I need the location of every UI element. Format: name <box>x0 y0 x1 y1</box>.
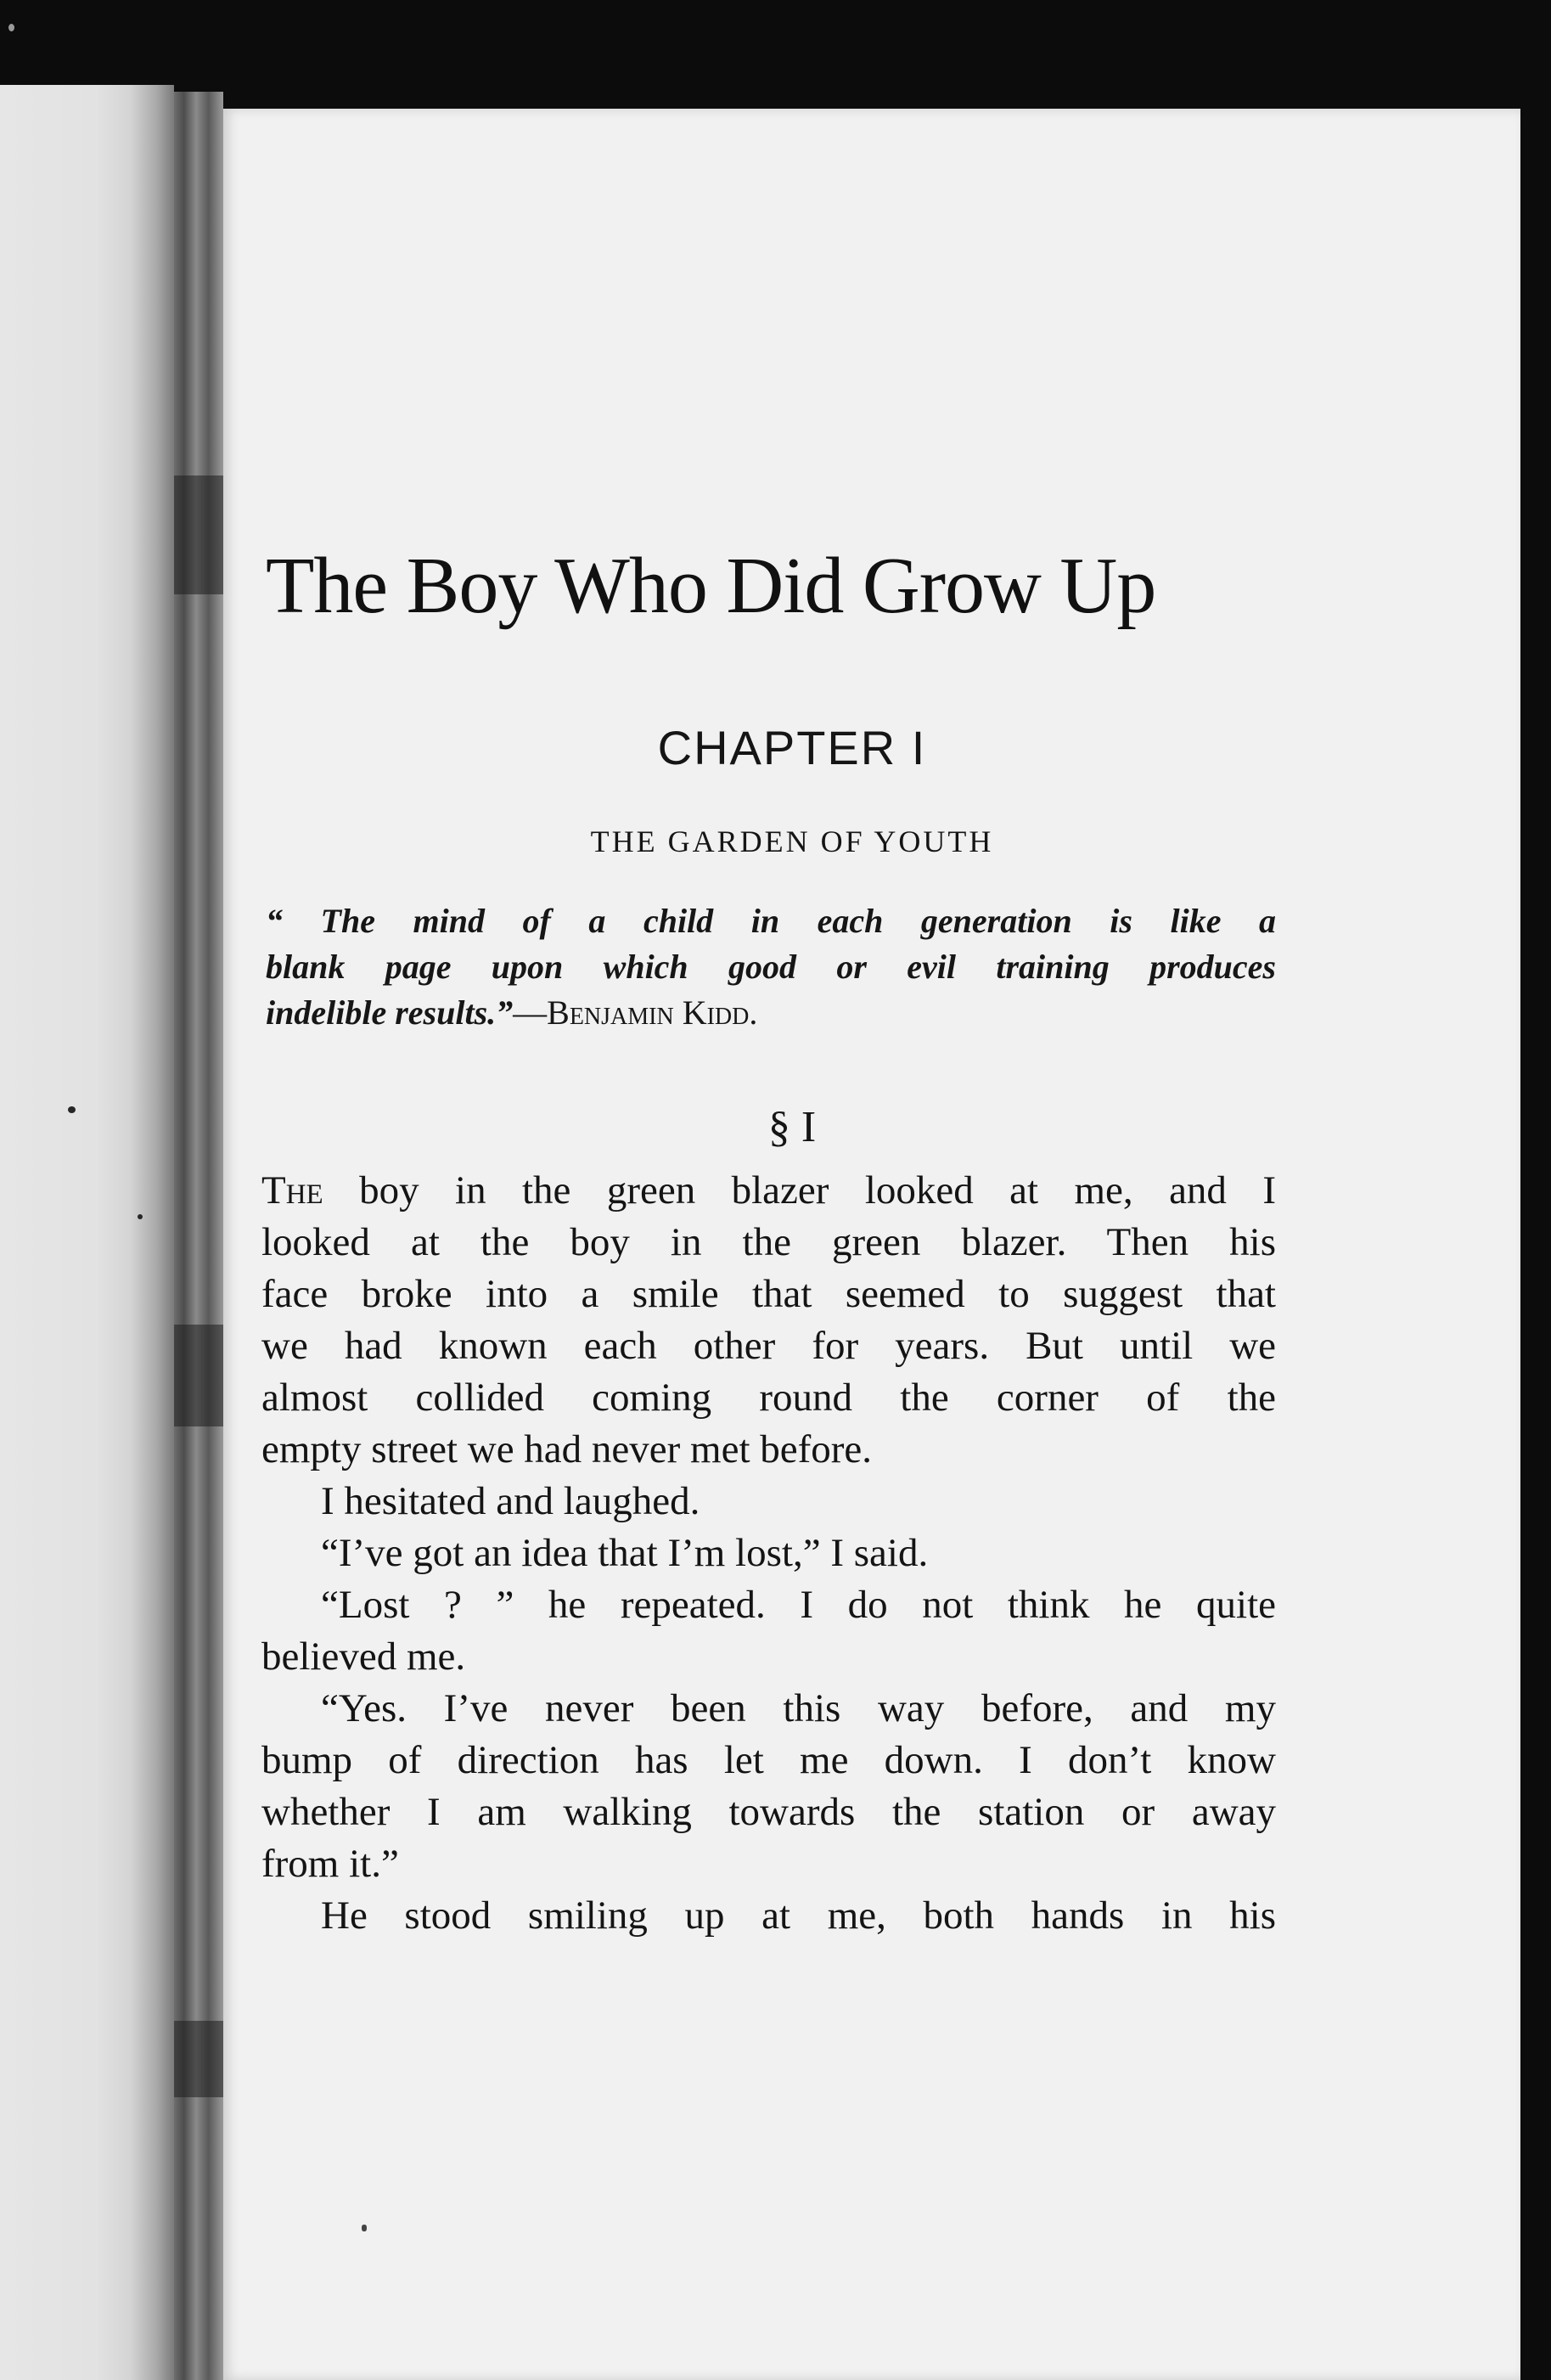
scan-speck <box>138 1214 143 1219</box>
body-text <box>261 1165 1276 1942</box>
paragraph <box>261 1528 1276 1579</box>
chapter-heading: CHAPTER I <box>657 721 927 774</box>
text-line: “Yes. I’ve never been this way before, and my <box>321 1686 1276 1730</box>
paragraph <box>261 1476 1276 1528</box>
epigraph-quote-end: indelible results.” <box>266 993 514 1032</box>
text-line-rest: boy in the green blazer looked at me, and I <box>323 1168 1276 1213</box>
text-line: empty street we had never met before. <box>261 1427 873 1471</box>
text-line: “Lost ? ” he repeated. I do not think he quite <box>321 1583 1276 1627</box>
text-line: “I’ve got an idea that I’m lost,” I said. <box>321 1531 929 1575</box>
gutter-shadow <box>174 475 223 594</box>
epigraph-attribution: —Benjamin Kidd. <box>513 993 758 1032</box>
text-line <box>261 1165 1276 1217</box>
text-line: whether I am walking towards the station or away <box>261 1790 1276 1834</box>
scan-speck <box>362 2225 367 2231</box>
scan-speck <box>8 24 14 31</box>
chapter-title: THE GARDEN OF YOUTH <box>590 824 994 858</box>
paragraph <box>261 1890 1276 1942</box>
epigraph-line: “ The mind of a child in each generation is like a <box>266 902 1276 940</box>
facing-page-edge <box>0 85 174 2380</box>
gutter-shadow <box>174 2021 223 2097</box>
scan-speck <box>68 1106 76 1113</box>
first-word: The <box>261 1168 323 1213</box>
text-line: He stood smiling up at me, both hands in his <box>321 1893 1276 1938</box>
epigraph-line <box>266 990 1276 1036</box>
text-line: we had known each other for years. But until we <box>261 1324 1276 1368</box>
gutter-shadow <box>174 1325 223 1426</box>
book-page <box>223 109 1520 2380</box>
paragraph <box>261 1165 1276 1476</box>
text-line: almost collided coming round the corner of the <box>261 1376 1276 1420</box>
text-line: bump of direction has let me down. I don’t know <box>261 1738 1276 1782</box>
text-line: I hesitated and laughed. <box>321 1479 700 1523</box>
paragraph <box>261 1579 1276 1683</box>
epigraph-line: blank page upon which good or evil training produces <box>266 948 1276 986</box>
text-line: looked at the boy in the green blazer. Then his <box>261 1220 1276 1264</box>
book-title: The Boy Who Did Grow Up <box>266 542 1156 630</box>
section-mark: § I <box>767 1103 817 1151</box>
paragraph <box>261 1683 1276 1890</box>
text-line: from it.” <box>261 1842 399 1886</box>
text-line: believed me. <box>261 1634 466 1679</box>
epigraph <box>266 898 1276 1036</box>
text-line: face broke into a smile that seemed to suggest that <box>261 1272 1276 1316</box>
